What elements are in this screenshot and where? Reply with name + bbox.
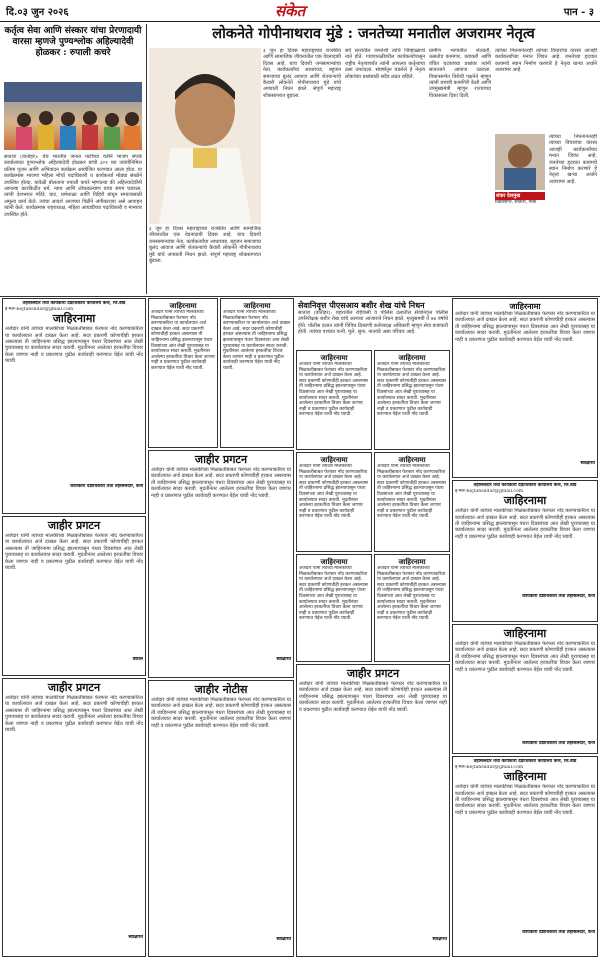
small-ad-body: अर्जदार यांनी त्यांच्या मालकीच्या मिळकतीबाबत फेरफार नोंद करण्याकरिता या कार्यालयात अर्ज दाखल केला आहे. सदर प्रकरणी कोणाचीही हरकत असल्यास ती जाहिरनामा प्रसिद्ध झाल्यापासून पंधरा दिवसांच्या आत लेखी पुराव्यासह या कार्यालयात सादर करावी. मुदतीनंतर आलेल्या हरकतींचा विचार केला जाणार नाही व प्रकरणात पुढील कार्यवाही करण्यात येईल याची नोंद घ्यावी. <box>223 310 291 371</box>
small-ad-title: जाहिरनामा <box>169 301 197 310</box>
notice-email: ई-मेल-Kejtahsildar@gmail.com <box>455 488 524 494</box>
lead-column-6: ३ जून हा दिवस महाराष्ट्राच्या राजकीय आणि सामाजिक जीवनातील एक वेदनादायी दिवस आहे. याच दिवशी जनसामान्यांचा नेता, कार्यकर्त्यांचा आधारवड, बहुजन समाजाचा बुलंद आवाज आणि शेतकऱ्यांचे कैवारी लोकनेते गोपीनाथराव मुंडे यांचे अपघाती निधन झाले. संपूर्ण महाराष्ट्र शोकसागरात बुडाला. <box>149 226 261 265</box>
pragat-sign: वकील <box>132 657 143 662</box>
pragat-title: जाहीर प्रगटन <box>194 453 248 466</box>
small-ad-title: जाहिरनामा <box>243 301 271 310</box>
small-ad-title: जाहिरनामा <box>320 557 348 566</box>
pragat-sign: स्वाक्षरित <box>432 937 447 942</box>
pragat-left-1 <box>2 516 146 676</box>
column-rule <box>146 24 147 294</box>
notice-title: जाहिरनामा <box>503 770 547 784</box>
small-ad-title: जाहिरनामा <box>320 353 348 362</box>
author-portrait-graphic <box>495 134 545 190</box>
small-ad-body: अर्जदार यांनी त्यांच्या मालकीच्या मिळकतीबाबत फेरफार नोंद करण्याकरिता या कार्यालयात अर्ज दाखल केला आहे. सदर प्रकरणी कोणाचीही हरकत असल्यास ती जाहिरनामा प्रसिद्ध झाल्यापासून पंधरा दिवसांच्या आत लेखी पुराव्यासह या कार्यालयात सादर करावी. मुदतीनंतर आलेल्या हरकतींचा विचार केला जाणार नाही व प्रकरणात पुढील कार्यवाही करण्यात येईल याची नोंद घ्यावी. <box>299 566 368 622</box>
pragat-body: अर्जदार यांनी त्यांच्या मालकीच्या मिळकतीबाबत फेरफार नोंद करण्याकरिता या कार्यालयात अर्ज दाखल केला आहे. सदर प्रकरणी कोणाचीही हरकत असल्यास ती जाहिरनामा प्रसिद्ध झाल्यापासून पंधरा दिवसांच्या आत लेखी पुराव्यासह या कार्यालयात सादर करावी. मुदतीनंतर आलेल्या हरकतींचा विचार केला जाणार नाही व प्रकरणात पुढील कार्यवाही करण्यात येईल याची नोंद घ्यावी. <box>5 695 143 734</box>
story2-body: सातारा (वार्ताहर): शहरातील रहिवासी व पोलिस दलातील सेवानिवृत्त पोलीस उपनिरीक्षक बशीर शेख यांचे अल्पशा आजाराने निधन झाले. मृत्युसमयी ते ७४ वर्षांचे होते. पोलीस दलात त्यांनी विविध ठिकाणी कर्तव्यदक्ष अधिकारी म्हणून सेवा बजावली होती. त्यांच्या पश्चात पत्नी, मुले, सुना, नातवंडे असा परिवार आहे. <box>298 310 448 336</box>
small-ad-body: अर्जदार यांनी त्यांच्या मालकीच्या मिळकतीबाबत फेरफार नोंद करण्याकरिता या कार्यालयात अर्ज दाखल केला आहे. सदर प्रकरणी कोणाचीही हरकत असल्यास ती जाहिरनामा प्रसिद्ध झाल्यापासून पंधरा दिवसांच्या आत लेखी पुराव्यासह या कार्यालयात सादर करावी. मुदतीनंतर आलेल्या हरकतींचा विचार केला जाणार नाही व प्रकरणात पुढील कार्यवाही करण्यात येईल याची नोंद घ्यावी. <box>377 566 446 622</box>
story-ahilyadevi <box>2 24 144 294</box>
small-ad-sign: स्वाक्षरित <box>580 461 595 466</box>
author-name: शंकर देशमुख <box>495 192 545 200</box>
small-ad-3 <box>296 350 372 450</box>
author-place: विद्यासागर, सातारा, मोबा <box>495 200 537 205</box>
notice-body: अर्जदार यांनी त्यांच्या मालकीच्या मिळकतीबाबत फेरफार नोंद करण्याकरिता या कार्यालयात अर्ज दाखल केला आहे. सदर प्रकरणी कोणाचीही हरकत असल्यास ती जाहिरनामा प्रसिद्ध झाल्यापासून पंधरा दिवसांच्या आत लेखी पुराव्यासह या कार्यालयात सादर करावी. मुदतीनंतर आलेल्या हरकतींचा विचार केला जाणार नाही व प्रकरणात पुढील कार्यवाही करण्यात येईल याची नोंद घ्यावी. <box>151 697 291 729</box>
notice-office: तहसिलदार तथा कार्यकारी दंडाधिकारी कार्यालय केज, जि.बीड <box>473 759 577 764</box>
small-ad-8 <box>374 554 450 662</box>
small-ad-right-1 <box>452 298 598 478</box>
small-ad-body: अर्जदार यांनी त्यांच्या मालकीच्या मिळकतीबाबत फेरफार नोंद करण्याकरिता या कार्यालयात अर्ज दाखल केला आहे. सदर प्रकरणी कोणाचीही हरकत असल्यास ती जाहिरनामा प्रसिद्ध झाल्यापासून पंधरा दिवसांच्या आत लेखी पुराव्यासह या कार्यालयात सादर करावी. मुदतीनंतर आलेल्या हरकतींचा विचार केला जाणार नाही व प्रकरणात पुढील कार्यवाही करण्यात येईल याची नोंद घ्यावी. <box>299 362 368 418</box>
lead-headline: लोकनेते गोपीनाथराव मुंडे : जनतेच्या मनातील अजरामर नेतृत्व <box>212 25 535 42</box>
notice-body: अर्जदार यांनी त्यांच्या मालकीच्या मिळकतीबाबत फेरफार नोंद करण्याकरिता या कार्यालयात अर्ज दाखल केला आहे. सदर प्रकरणी कोणाचीही हरकत असल्यास ती जाहिरनामा प्रसिद्ध झाल्यापासून पंधरा दिवसांच्या आत लेखी पुराव्यासह या कार्यालयात सादर करावी. मुदतीनंतर आलेल्या हरकतींचा विचार केला जाणार नाही व प्रकरणात पुढील कार्यवाही करण्यात येईल याची नोंद घ्यावी. <box>5 326 143 365</box>
notice-officer: कार्यकारी दंडाधिकारी तथा तहसिलदार, केज <box>522 594 595 600</box>
small-ad-body: अर्जदार यांनी त्यांच्या मालकीच्या मिळकतीबाबत फेरफार नोंद करण्याकरिता या कार्यालयात अर्ज दाखल केला आहे. सदर प्रकरणी कोणाचीही हरकत असल्यास ती जाहिरनामा प्रसिद्ध झाल्यापासून पंधरा दिवसांच्या आत लेखी पुराव्यासह या कार्यालयात सादर करावी. मुदतीनंतर आलेल्या हरकतींचा विचार केला जाणार नाही व प्रकरणात पुढील कार्यवाही करण्यात येईल याची नोंद घ्यावी. <box>377 464 446 520</box>
small-ad-title: जाहिरनामा <box>398 353 426 362</box>
small-ad-body: अर्जदार यांनी त्यांच्या मालकीच्या मिळकतीबाबत फेरफार नोंद करण्याकरिता या कार्यालयात अर्ज दाखल केला आहे. सदर प्रकरणी कोणाचीही हरकत असल्यास ती जाहिरनामा प्रसिद्ध झाल्यापासून पंधरा दिवसांच्या आत लेखी पुराव्यासह या कार्यालयात सादर करावी. मुदतीनंतर आलेल्या हरकतींचा विचार केला जाणार नाही व प्रकरणात पुढील कार्यवाही करण्यात येईल याची नोंद घ्यावी. <box>455 311 595 343</box>
notice-title: जाहिरनामा <box>503 627 547 640</box>
event-photo <box>4 82 142 150</box>
pragat-body: अर्जदार यांनी त्यांच्या मालकीच्या मिळकतीबाबत फेरफार नोंद करण्याकरिता या कार्यालयात अर्ज दाखल केला आहे. सदर प्रकरणी कोणाचीही हरकत असल्यास ती जाहिरनामा प्रसिद्ध झाल्यापासून पंधरा दिवसांच्या आत लेखी पुराव्यासह या कार्यालयात सादर करावी. मुदतीनंतर आलेल्या हरकतींचा विचार केला जाणार नाही व प्रकरणात पुढील कार्यवाही करण्यात येईल याची नोंद घ्यावी. <box>151 467 291 499</box>
notice-body: अर्जदार यांनी त्यांच्या मालकीच्या मिळकतीबाबत फेरफार नोंद करण्याकरिता या कार्यालयात अर्ज दाखल केला आहे. सदर प्रकरणी कोणाचीही हरकत असल्यास ती जाहिरनामा प्रसिद्ध झाल्यापासून पंधरा दिवसांच्या आत लेखी पुराव्यासह या कार्यालयात सादर करावी. मुदतीनंतर आलेल्या हरकतींचा विचार केला जाणार नाही व प्रकरणात पुढील कार्यवाही करण्यात येईल याची नोंद घ्यावी. <box>455 784 595 816</box>
small-ad-4 <box>374 350 450 450</box>
notice-officer: कार्यकारी दंडाधिकारी तथा तहसिलदार, केज <box>522 930 595 936</box>
notice-office: तहसिलदार तथा कार्यकारी दंडाधिकारी कार्यालय केज, जि.बीड <box>22 301 126 306</box>
pragat-title: जाहीर प्रगटन <box>346 667 400 680</box>
small-ad-body: अर्जदार यांनी त्यांच्या मालकीच्या मिळकतीबाबत फेरफार नोंद करण्याकरिता या कार्यालयात अर्ज दाखल केला आहे. सदर प्रकरणी कोणाचीही हरकत असल्यास ती जाहिरनामा प्रसिद्ध झाल्यापासून पंधरा दिवसांच्या आत लेखी पुराव्यासह या कार्यालयात सादर करावी. मुदतीनंतर आलेल्या हरकतींचा विचार केला जाणार नाही व प्रकरणात पुढील कार्यवाही करण्यात येईल याची नोंद घ्यावी. <box>151 310 215 371</box>
leader-portrait-graphic <box>149 48 261 224</box>
small-ad-2 <box>220 298 294 448</box>
notice-right-2 <box>452 624 598 754</box>
notice-middle <box>148 680 294 957</box>
lead-column-5: त्यांच्या निधनानंतरही त्यांच्या विचारांचा वारसा आजही कार्यकर्त्यांच्या मनात जिवंत आहे. जनतेच्या हृदयात कायमचे स्थान निर्माण करणारे हे नेतृत्व खऱ्या अर्थाने अजरामर आहे. <box>549 134 597 185</box>
notice-sign: स्वाक्षरित <box>276 937 291 942</box>
notice-right-3 <box>452 756 598 957</box>
masthead <box>0 0 600 22</box>
story2-headline: सेवानिवृत्त पीएसआय बशीर शेख यांचे निधन <box>298 300 425 310</box>
notice-office: तहसिलदार तथा कार्यकारी दंडाधिकारी कार्यालय केज, जि.बीड <box>473 483 577 488</box>
small-ad-6 <box>374 452 450 552</box>
notice-email: ई-मेल-Kejtahsildar@gmail.com <box>455 764 524 770</box>
lead-column-3: ग्रामीण भागातील शेतकरी, ऊसतोड कामगार, कष्टकरी आणि वंचित घटकांच्या प्रश्नांवर त्यांनी सातत्याने आवाज उठवला. विधानसभेत विरोधी पक्षनेते म्हणून त्यांनी प्रभावी कामगिरी केली आणि उपमुख्यमंत्री म्हणून राज्याच्या विकासाला दिशा दिली. <box>429 48 491 99</box>
notice-title: जाहीर नोटीस <box>194 683 248 696</box>
pragat-body: अर्जदार यांनी त्यांच्या मालकीच्या मिळकतीबाबत फेरफार नोंद करण्याकरिता या कार्यालयात अर्ज दाखल केला आहे. सदर प्रकरणी कोणाचीही हरकत असल्यास ती जाहिरनामा प्रसिद्ध झाल्यापासून पंधरा दिवसांच्या आत लेखी पुराव्यासह या कार्यालयात सादर करावी. मुदतीनंतर आलेल्या हरकतींचा विचार केला जाणार नाही व प्रकरणात पुढील कार्यवाही करण्यात येईल याची नोंद घ्यावी. <box>5 533 143 572</box>
small-ad-title: जाहिरनामा <box>509 301 541 311</box>
event-photo-graphic <box>4 82 142 150</box>
lead-column-2: सर्व स्तरांतील जनतेशी त्यांचे जिव्हाळ्याचे नाते होते. गावपातळीवरील कार्यकर्त्यापासून राष्ट्रीय नेतृत्वापर्यंत त्यांनी आपल्या कर्तृत्वाचा ठसा उमटवला. संघर्षातून घडलेले हे नेतृत्व लोकांच्या प्रश्नांसाठी सदैव लढत राहिले. <box>345 48 425 80</box>
page-number: पान - ३ <box>563 7 594 18</box>
story-shaikh <box>296 298 450 348</box>
small-ad-title: जाहिरनामा <box>398 557 426 566</box>
notice-left-1 <box>2 298 146 514</box>
notice-title: जाहिरनामा <box>52 312 96 326</box>
author-photo <box>495 134 545 190</box>
pragat-title: जाहीर प्रगटन <box>47 519 101 532</box>
pragat-middle <box>148 450 294 678</box>
story-munde <box>149 24 598 294</box>
small-ad-title: जाहिरनामा <box>320 455 348 464</box>
story-body: सातारा (वार्ताहर): येथे भारतीय जनता पार्टीच्या वतीने भाजप संपर्क कार्यालयात पुण्यश्लोक अहिल्यादेवी होळकर यांची ३०१ व्या जयंतीनिमित्त प्रतिमा पूजन आणि अभिवादन कार्यक्रम आयोजित करण्यात आला होता. या कार्यक्रमास भाजपा महिला मोर्चा पदाधिकारी व कार्यकर्त्या मोठ्या संख्येने उपस्थित होत्या. यावेळी बोलताना रुपाली कचरे म्हणाल्या की अहिल्यादेवींनी आपल्या कारकिर्दीत धर्म, न्याय आणि लोककल्याण यांचा संगम घडवला. त्यांनी देशभरात मंदिरे, घाट, धर्मशाळा आणि विहिरी बांधून समाजासाठी अमूल्य कार्य केले. त्यांचा आदर्श आजच्या पिढीने अंगीकारावा असे आवाहन त्यांनी केले. कार्यक्रमास शहराध्यक्ष, महिला आघाडीच्या पदाधिकारी व मान्यवर उपस्थित होते. <box>4 154 142 218</box>
pragat-body: अर्जदार यांनी त्यांच्या मालकीच्या मिळकतीबाबत फेरफार नोंद करण्याकरिता या कार्यालयात अर्ज दाखल केला आहे. सदर प्रकरणी कोणाचीही हरकत असल्यास ती जाहिरनामा प्रसिद्ध झाल्यापासून पंधरा दिवसांच्या आत लेखी पुराव्यासह या कार्यालयात सादर करावी. मुदतीनंतर आलेल्या हरकतींचा विचार केला जाणार नाही व प्रकरणात पुढील कार्यवाही करण्यात येईल याची नोंद घ्यावी. <box>299 681 447 713</box>
small-ad-5 <box>296 452 372 552</box>
section-rule <box>0 296 600 297</box>
pragat-sign: स्वाक्षरित <box>128 935 143 940</box>
pragat-sign: स्वाक्षरित <box>276 657 291 662</box>
notice-body: अर्जदार यांनी त्यांच्या मालकीच्या मिळकतीबाबत फेरफार नोंद करण्याकरिता या कार्यालयात अर्ज दाखल केला आहे. सदर प्रकरणी कोणाचीही हरकत असल्यास ती जाहिरनामा प्रसिद्ध झाल्यापासून पंधरा दिवसांच्या आत लेखी पुराव्यासह या कार्यालयात सादर करावी. मुदतीनंतर आलेल्या हरकतींचा विचार केला जाणार नाही व प्रकरणात पुढील कार्यवाही करण्यात येईल याची नोंद घ्यावी. <box>455 641 595 673</box>
notice-officer: कार्यकारी दंडाधिकारी तथा तहसिलदार, केज <box>70 484 143 490</box>
notice-title: जाहिरनामा <box>503 494 547 508</box>
newspaper-logo: संकेत <box>275 2 306 20</box>
lead-column-1: ३ जून हा दिवस महाराष्ट्राच्या राजकीय आणि सामाजिक जीवनातील एक वेदनादायी दिवस आहे. याच दिवशी जनसामान्यांचा नेता, कार्यकर्त्यांचा आधारवड, बहुजन समाजाचा बुलंद आवाज आणि शेतकऱ्यांचे कैवारी लोकनेते गोपीनाथराव मुंडे यांचे अपघाती निधन झाले. संपूर्ण महाराष्ट्र शोकसागरात बुडाला. <box>263 48 341 99</box>
small-ad-body: अर्जदार यांनी त्यांच्या मालकीच्या मिळकतीबाबत फेरफार नोंद करण्याकरिता या कार्यालयात अर्ज दाखल केला आहे. सदर प्रकरणी कोणाचीही हरकत असल्यास ती जाहिरनामा प्रसिद्ध झाल्यापासून पंधरा दिवसांच्या आत लेखी पुराव्यासह या कार्यालयात सादर करावी. मुदतीनंतर आलेल्या हरकतींचा विचार केला जाणार नाही व प्रकरणात पुढील कार्यवाही करण्यात येईल याची नोंद घ्यावी. <box>377 362 446 418</box>
small-ad-1 <box>148 298 218 448</box>
notice-officer: कार्यकारी दंडाधिकारी तथा तहसिलदार, केज <box>522 741 595 746</box>
pragat-left-2 <box>2 678 146 957</box>
small-ad-title: जाहिरनामा <box>398 455 426 464</box>
lead-column-4: त्यांच्या निधनानंतरही त्यांच्या विचारांचा वारसा आजही कार्यकर्त्यांच्या मनात जिवंत आहे. जनतेच्या हृदयात कायमचे स्थान निर्माण करणारे हे नेतृत्व खऱ्या अर्थाने अजरामर आहे. <box>495 48 597 74</box>
small-ad-body: अर्जदार यांनी त्यांच्या मालकीच्या मिळकतीबाबत फेरफार नोंद करण्याकरिता या कार्यालयात अर्ज दाखल केला आहे. सदर प्रकरणी कोणाचीही हरकत असल्यास ती जाहिरनामा प्रसिद्ध झाल्यापासून पंधरा दिवसांच्या आत लेखी पुराव्यासह या कार्यालयात सादर करावी. मुदतीनंतर आलेल्या हरकतींचा विचार केला जाणार नाही व प्रकरणात पुढील कार्यवाही करण्यात येईल याची नोंद घ्यावी. <box>299 464 368 520</box>
small-ad-7 <box>296 554 372 662</box>
issue-date: दि.०३ जुन २०२६ <box>6 7 69 18</box>
notice-email: ई-मेल-Kejtahsildar@gmail.com <box>5 306 74 312</box>
notice-body: अर्जदार यांनी त्यांच्या मालकीच्या मिळकतीबाबत फेरफार नोंद करण्याकरिता या कार्यालयात अर्ज दाखल केला आहे. सदर प्रकरणी कोणाचीही हरकत असल्यास ती जाहिरनामा प्रसिद्ध झाल्यापासून पंधरा दिवसांच्या आत लेखी पुराव्यासह या कार्यालयात सादर करावी. मुदतीनंतर आलेल्या हरकतींचा विचार केला जाणार नाही व प्रकरणात पुढील कार्यवाही करण्यात येईल याची नोंद घ्यावी. <box>455 508 595 540</box>
pragat-title: जाहीर प्रगटन <box>47 681 101 694</box>
leader-photo <box>149 48 261 224</box>
story-headline: कर्तृत्व सेवा आणि संस्कार यांचा प्रेरणादायी वारसा म्हणजे पुण्यश्लोक अहिल्यादेवी होळकर : रुपाली कचरे <box>4 26 142 58</box>
notice-right-1 <box>452 480 598 622</box>
pragat-center <box>296 664 450 957</box>
